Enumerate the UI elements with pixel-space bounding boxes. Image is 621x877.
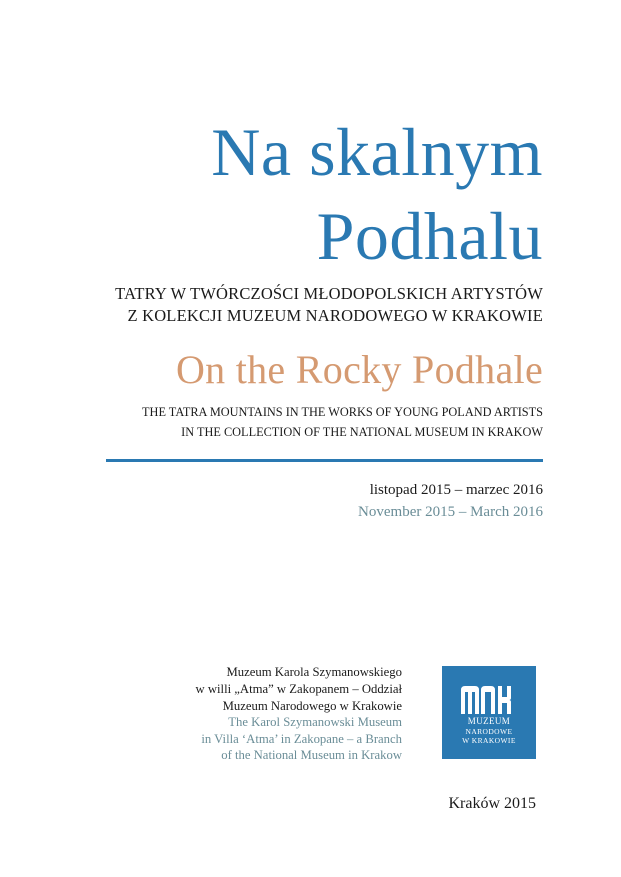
subtitle-pl-line1: TATRY W TWÓRCZOŚCI MŁODOPOLSKICH ARTYSTÓW (115, 284, 543, 303)
institution-pl-line2: w willi „Atma” w Zakopanem – Oddział (195, 682, 402, 696)
logo-text-line3: W KRAKOWIE (462, 736, 516, 745)
main-title-line1: Na skalnym (211, 114, 543, 190)
logo-text-line1: MUZEUM (467, 716, 511, 726)
english-title: On the Rocky Podhale (175, 347, 543, 392)
subtitle-en-line2: IN THE COLLECTION OF THE NATIONAL MUSEUM IN KRAKOW (181, 425, 543, 439)
divider-rule (106, 459, 543, 462)
subtitle-en-line1: THE TATRA MOUNTAINS IN THE WORKS OF YOUNG POLAND ARTISTS (142, 405, 543, 419)
mnk-logo-icon (461, 686, 517, 714)
museum-logo (442, 666, 536, 759)
logo-text-line2: NARODOWE (465, 727, 513, 736)
main-title-line2: Podhalu (316, 198, 543, 274)
dates-en: November 2015 – March 2016 (358, 504, 543, 520)
dates-pl: listopad 2015 – marzec 2016 (369, 482, 543, 498)
imprint-place-year: Kraków 2015 (448, 795, 536, 812)
subtitle-pl-line2: Z KOLEKCJI MUZEUM NARODOWEGO W KRAKOWIE (127, 306, 543, 325)
institution-en-line3: of the National Museum in Krakow (221, 748, 402, 762)
institution-en-line1: The Karol Szymanowski Museum (228, 715, 402, 729)
institution-pl-line3: Muzeum Narodowego w Krakowie (222, 699, 402, 713)
institution-pl-line1: Muzeum Karola Szymanowskiego (226, 665, 402, 679)
institution-en-line2: in Villa ‘Atma’ in Zakopane – a Branch (201, 732, 402, 746)
